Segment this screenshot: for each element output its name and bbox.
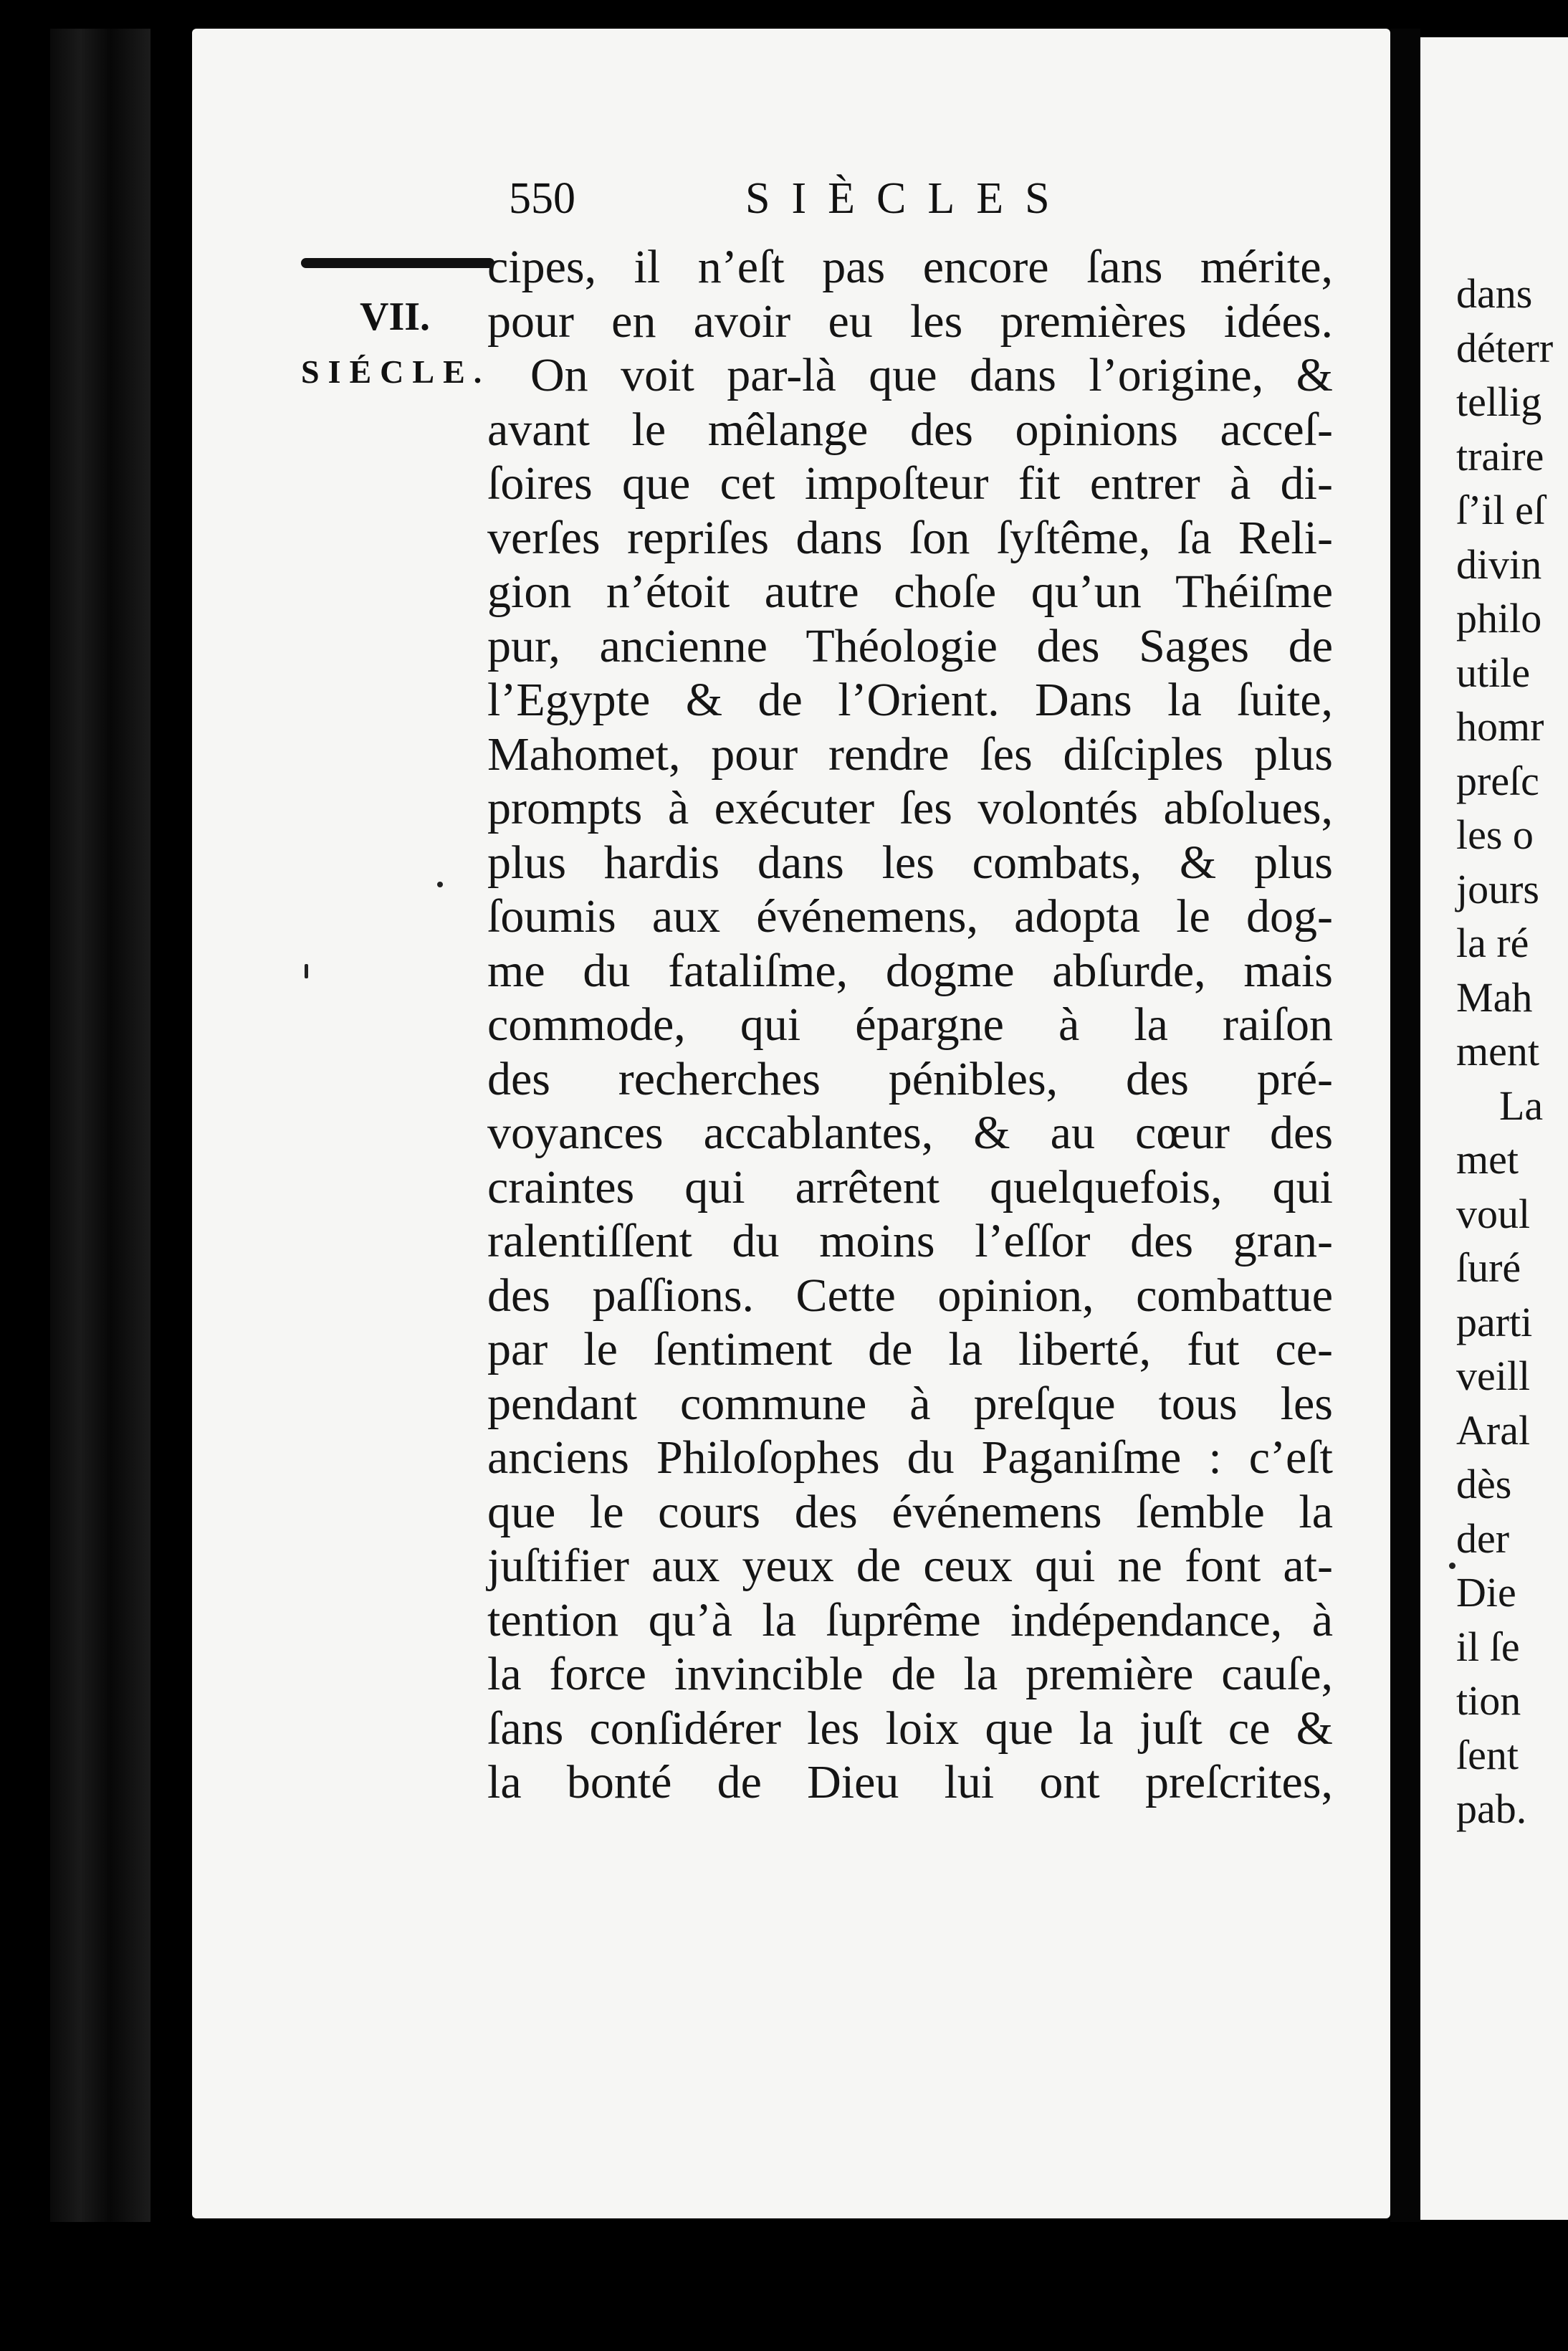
running-head	[315, 158, 1104, 229]
ink-speck	[437, 882, 443, 887]
text-line: la force invincible de la première cauſe,	[487, 1648, 1333, 1700]
right-page-line: der	[1456, 1515, 1510, 1562]
text-line: plus hardis dans les combats, & plus	[487, 836, 1333, 889]
right-page-line: la ré	[1456, 920, 1529, 966]
right-page-line: voul	[1456, 1190, 1531, 1237]
text-line: l’Egypte & de l’Orient. Dans la ſuite,	[487, 674, 1333, 726]
text-line: par le ſentiment de la liberté, fut ce-	[487, 1323, 1333, 1375]
page-number: 550	[509, 174, 575, 223]
right-page-line: divin	[1456, 540, 1542, 588]
right-page-text	[1420, 267, 1553, 1836]
ink-speck	[305, 964, 308, 978]
right-page-line: veill	[1456, 1353, 1531, 1399]
right-page-line: jours	[1456, 865, 1539, 912]
text-line: que le cours des événemens ſemble la	[487, 1485, 1333, 1538]
right-page-line: ſent	[1456, 1731, 1519, 1778]
text-line: craintes qui arrêtent quelquefois, qui	[487, 1160, 1333, 1213]
text-line: On voit par-là que dans l’origine, &	[530, 349, 1333, 401]
right-page-line: ſ’il eſ	[1456, 487, 1546, 533]
text-line: la bonté de Dieu lui ont preſcrites,	[487, 1756, 1333, 1808]
margin-rule	[301, 258, 494, 268]
right-page-line: les o	[1456, 811, 1534, 858]
text-line: commode, qui épargne à la raiſon	[487, 998, 1333, 1051]
right-page-line: met	[1456, 1136, 1519, 1183]
text-line: anciens Philoſophes du Paganiſme : c’eſt	[487, 1431, 1333, 1484]
text-line: Mahomet, pour rendre ſes diſciples plus	[487, 728, 1333, 781]
text-line: juſtifier aux yeux de ceux qui ne font at-	[487, 1540, 1333, 1592]
text-line: ſoumis aux événemens, adopta le dog-	[487, 890, 1333, 943]
right-page-line: utile	[1456, 649, 1531, 696]
text-line: cipes, il n’eſt pas encore ſans mérite,	[487, 241, 1333, 293]
right-page-line: il ſe	[1456, 1623, 1520, 1670]
book-spine-edge	[50, 29, 150, 2222]
text-line: ſans conſidérer les loix que la juſt ce &	[487, 1702, 1333, 1755]
text-line: ralentiſſent du moins l’eſſor des gran-	[487, 1215, 1333, 1267]
right-page-line: tion	[1456, 1677, 1521, 1724]
right-page-line: preſc	[1456, 757, 1539, 804]
right-page-line: Aral	[1456, 1406, 1531, 1454]
right-page-line: philo	[1456, 595, 1542, 642]
right-page-line: La	[1499, 1082, 1544, 1129]
text-line: gion n’étoit autre choſe qu’un Théiſme	[487, 566, 1333, 618]
text-line: pur, ancienne Théologie des Sages de	[487, 619, 1333, 672]
right-page-line: déterr	[1456, 324, 1554, 371]
right-page-line: pab.	[1456, 1785, 1527, 1832]
right-page-line: homr	[1456, 703, 1544, 750]
text-line: tention qu’à la ſuprême indépendance, à	[487, 1593, 1333, 1646]
right-page-line: Mah	[1456, 973, 1533, 1021]
margin-note-word: SIÉCLE.	[301, 353, 491, 390]
ink-speck	[1449, 1563, 1455, 1569]
right-page-line: ſuré	[1456, 1244, 1521, 1291]
text-line: ſoires que cet impoſteur fit entrer à di-	[487, 457, 1333, 510]
text-line: avant le mêlange des opinions acceſ-	[487, 403, 1333, 456]
right-page-line: parti	[1456, 1298, 1533, 1345]
text-line: pendant commune à preſque tous les	[487, 1377, 1333, 1430]
right-page-line: tellig	[1456, 378, 1542, 425]
text-line: verſes repriſes dans ſon ſyſtême, ſa Reli-	[487, 511, 1333, 564]
right-page-line: ment	[1456, 1028, 1539, 1074]
right-page-line: dans	[1456, 270, 1533, 317]
right-page	[1420, 37, 1568, 2220]
text-line: pour en avoir eu les premières idées.	[487, 295, 1333, 348]
right-page-line: dès	[1456, 1461, 1512, 1507]
book-gutter	[1390, 29, 1420, 2222]
text-line: voyances accablantes, & au cœur des	[487, 1107, 1333, 1159]
right-page-line: traire	[1456, 432, 1544, 480]
running-title: SIÈCLES	[745, 174, 1071, 223]
margin-note-number: VII.	[360, 295, 431, 339]
text-line: des recherches pénibles, des pré-	[487, 1052, 1333, 1105]
text-line: prompts à exécuter ſes volontés abſolues,	[487, 782, 1333, 834]
text-line: des paſſions. Cette opinion, combattue	[487, 1269, 1333, 1322]
text-line: me du fataliſme, dogme abſurde, mais	[487, 944, 1333, 997]
right-page-line: Die	[1456, 1569, 1516, 1616]
body-text	[487, 240, 1333, 1810]
